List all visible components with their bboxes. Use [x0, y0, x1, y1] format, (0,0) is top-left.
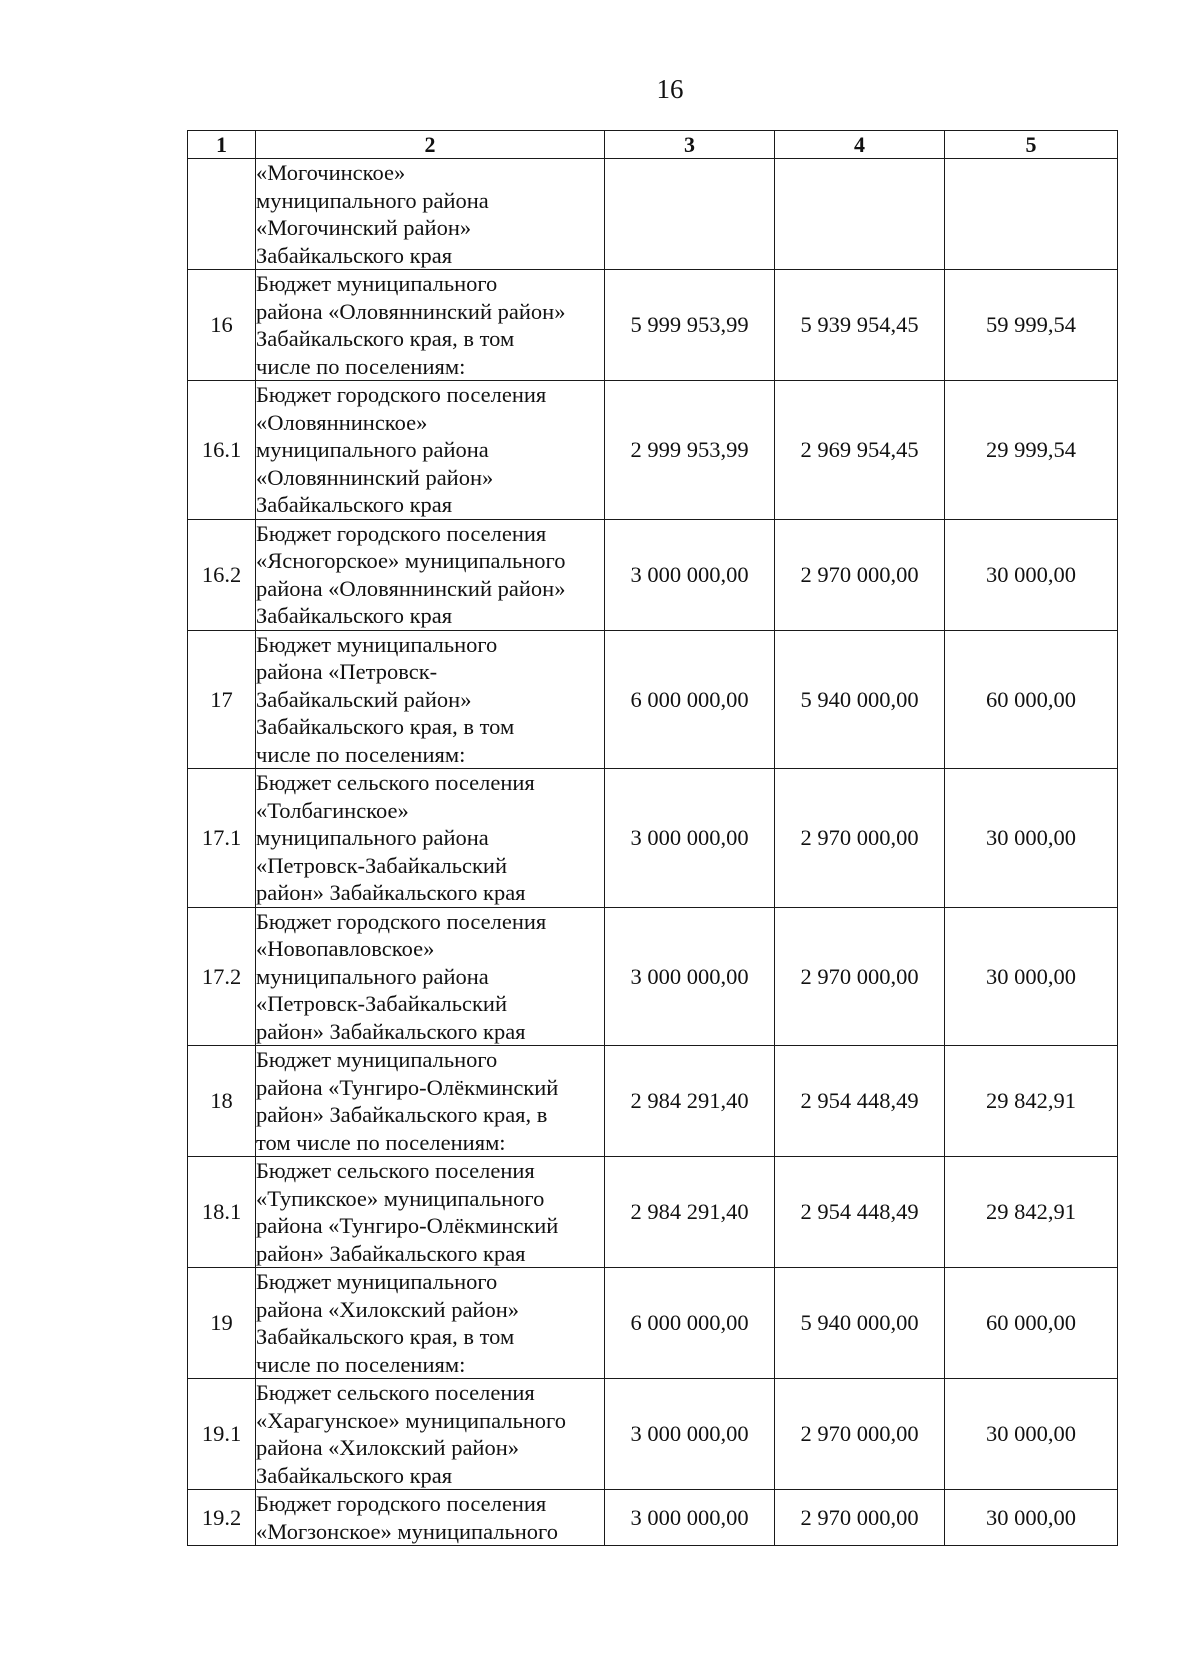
budget-description: Бюджет муниципального района «Хилокский район» Забайкальского края, в том числе по поселениям: — [256, 1268, 605, 1379]
row-number: 18.1 — [188, 1157, 256, 1268]
amount-col4: 2 970 000,00 — [775, 1379, 945, 1490]
amount-col4: 5 940 000,00 — [775, 1268, 945, 1379]
table-row — [188, 1379, 1118, 1490]
amount-col5: 29 842,91 — [945, 1046, 1118, 1157]
amount-col5: 30 000,00 — [945, 519, 1118, 630]
amount-col4: 2 970 000,00 — [775, 769, 945, 908]
amount-col5: 30 000,00 — [945, 1379, 1118, 1490]
amount-col3: 2 984 291,40 — [605, 1157, 775, 1268]
budget-description: Бюджет городского поселения «Новопавловское» муниципального района «Петровск-Забайкальский район» Забайкальского края — [256, 907, 605, 1046]
amount-col4: 5 939 954,45 — [775, 270, 945, 381]
row-number: 16.1 — [188, 381, 256, 520]
table-row — [188, 630, 1118, 769]
amount-col5: 30 000,00 — [945, 769, 1118, 908]
budget-description: Бюджет городского поселения «Ясногорское» муниципального района «Оловяннинский район» Забайкальского края — [256, 519, 605, 630]
budget-description: Бюджет городского поселения «Могзонское» муниципального — [256, 1490, 605, 1546]
budget-description: Бюджет сельского поселения «Толбагинское» муниципального района «Петровск-Забайкальский район» Забайкальского края — [256, 769, 605, 908]
page-number: 16 — [656, 74, 684, 104]
table-row — [188, 1268, 1118, 1379]
column-header-4: 4 — [775, 131, 945, 159]
amount-col4: 2 970 000,00 — [775, 907, 945, 1046]
table-row — [188, 159, 1118, 270]
amount-col5: 59 999,54 — [945, 270, 1118, 381]
row-number: 16 — [188, 270, 256, 381]
amount-col4: 5 940 000,00 — [775, 630, 945, 769]
amount-col3: 6 000 000,00 — [605, 1268, 775, 1379]
row-number: 19 — [188, 1268, 256, 1379]
table-row — [188, 1490, 1118, 1546]
amount-col5: 29 842,91 — [945, 1157, 1118, 1268]
column-header-1: 1 — [188, 131, 256, 159]
budget-description: Бюджет сельского поселения «Харагунское» муниципального района «Хилокский район» Забайкальского края — [256, 1379, 605, 1490]
row-number: 17 — [188, 630, 256, 769]
table-row — [188, 1157, 1118, 1268]
row-number: 17.2 — [188, 907, 256, 1046]
amount-col4: 2 970 000,00 — [775, 519, 945, 630]
amount-col3: 3 000 000,00 — [605, 907, 775, 1046]
amount-col4: 2 970 000,00 — [775, 1490, 945, 1546]
amount-col3: 6 000 000,00 — [605, 630, 775, 769]
amount-col5: 60 000,00 — [945, 630, 1118, 769]
budget-description: «Могочинское» муниципального района «Могочинский район» Забайкальского края — [256, 159, 605, 270]
column-header-2: 2 — [256, 131, 605, 159]
amount-col5: 60 000,00 — [945, 1268, 1118, 1379]
row-number: 19.1 — [188, 1379, 256, 1490]
table-row — [188, 270, 1118, 381]
budget-description: Бюджет муниципального района «Петровск- Забайкальский район» Забайкальского края, в том числе по поселениям: — [256, 630, 605, 769]
amount-col3: 3 000 000,00 — [605, 1379, 775, 1490]
amount-col4: 2 954 448,49 — [775, 1046, 945, 1157]
budget-description: Бюджет сельского поселения «Тупикское» муниципального района «Тунгиро-Олёкминский район» Забайкальского края — [256, 1157, 605, 1268]
budget-description: Бюджет муниципального района «Тунгиро-Олёкминский район» Забайкальского края, в том числе по поселениям: — [256, 1046, 605, 1157]
table-header-row — [188, 131, 1118, 159]
table-row — [188, 519, 1118, 630]
budget-table — [187, 130, 1118, 1546]
column-header-5: 5 — [945, 131, 1118, 159]
amount-col3: 3 000 000,00 — [605, 1490, 775, 1546]
table-row — [188, 1046, 1118, 1157]
table-row — [188, 769, 1118, 908]
amount-col5 — [945, 159, 1118, 270]
amount-col3: 2 984 291,40 — [605, 1046, 775, 1157]
row-number: 19.2 — [188, 1490, 256, 1546]
table-row — [188, 381, 1118, 520]
amount-col3: 2 999 953,99 — [605, 381, 775, 520]
amount-col3: 5 999 953,99 — [605, 270, 775, 381]
amount-col5: 29 999,54 — [945, 381, 1118, 520]
budget-description: Бюджет муниципального района «Оловяннинский район» Забайкальского края, в том числе по поселениям: — [256, 270, 605, 381]
amount-col3 — [605, 159, 775, 270]
amount-col4 — [775, 159, 945, 270]
amount-col3: 3 000 000,00 — [605, 769, 775, 908]
amount-col4: 2 954 448,49 — [775, 1157, 945, 1268]
amount-col3: 3 000 000,00 — [605, 519, 775, 630]
budget-description: Бюджет городского поселения «Оловяннинское» муниципального района «Оловяннинский район» Забайкальского края — [256, 381, 605, 520]
column-header-3: 3 — [605, 131, 775, 159]
amount-col5: 30 000,00 — [945, 1490, 1118, 1546]
row-number: 18 — [188, 1046, 256, 1157]
table-row — [188, 907, 1118, 1046]
amount-col4: 2 969 954,45 — [775, 381, 945, 520]
row-number: 16.2 — [188, 519, 256, 630]
row-number — [188, 159, 256, 270]
amount-col5: 30 000,00 — [945, 907, 1118, 1046]
row-number: 17.1 — [188, 769, 256, 908]
